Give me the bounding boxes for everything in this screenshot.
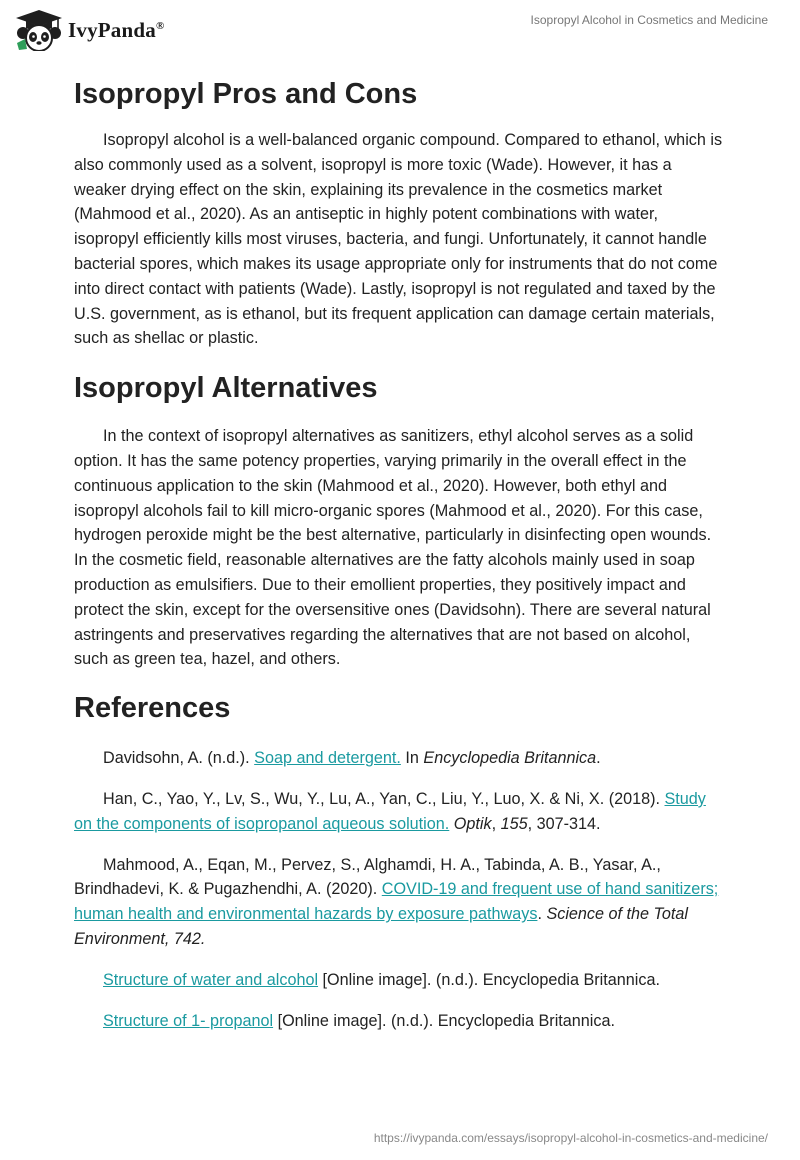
reference-item: Structure of 1- propanol [Online image]. (n.d.). Encyclopedia Britannica. bbox=[103, 1011, 615, 1030]
brand-name: IvyPanda® bbox=[68, 17, 165, 42]
reference-link[interactable]: Study on the components of isopropanol aqueous solution. bbox=[74, 789, 706, 833]
heading-pros-cons: Isopropyl Pros and Cons bbox=[74, 78, 418, 110]
footer-url: https://ivypanda.com/essays/isopropyl-alcohol-in-cosmetics-and-medicine/ bbox=[373, 1131, 768, 1145]
reference-link[interactable]: Structure of water and alcohol bbox=[103, 970, 319, 989]
paragraph-pros-cons: Isopropyl alcohol is a well-balanced organic compound. Compared to ethanol, which is also commonly used as a solvent, isopropyl is more toxic (Wade). However, it has a weaker drying effect on the skin, explaining its prevalence in the cosmetics market (Mahmood et al., 2020). As an antiseptic in highly potent combinations with water, isopropyl efficiently kills most viruses, bacteria, and fungi. Unfortunately, it cannot handle bacterial spores, which makes its usage appropriate only for instruments that do not come into direct contact with patients (Wade). Lastly, isopropyl is not regulated and taxed by the U.S. government, as is ethanol, but its frequent application can damage certain materials, such as shellac or plastic. bbox=[74, 131, 723, 348]
reference-item: Han, C., Yao, Y., Lv, S., Wu, Y., Lu, A., Yan, C., Liu, Y., Luo, X. & Ni, X. (2018). Study on the components of isopropanol aqueous solution. Optik, 155, 307-314. bbox=[74, 789, 706, 833]
document-title: Isopropyl Alcohol in Cosmetics and Medicine bbox=[530, 13, 768, 27]
article-body bbox=[74, 70, 726, 1033]
panda-graduate-icon bbox=[14, 9, 64, 51]
reference-item: Structure of water and alcohol [Online image]. (n.d.). Encyclopedia Britannica. bbox=[103, 970, 660, 989]
reference-link[interactable]: Structure of 1- propanol bbox=[103, 1011, 274, 1030]
paragraph-alternatives: In the context of isopropyl alternatives as sanitizers, ethyl alcohol serves as a solid option. It has the same potency properties, varying primarily in the overall effect in the continuous application to the skin (Mahmood et al., 2020). However, both ethyl and isopropyl alcohols fail to kill micro-organic spores (Mahmood et al., 2020). For this case, hydrogen peroxide might be the best alternative, particularly in disinfecting open wounds. In the cosmetic field, reasonable alternatives are the fatty alcohols mainly used in soap production as emulsifiers. Due to their emollient properties, they positively impact and protect the skin, except for the oversensitive ones (Davidsohn). There are several natural astringents and preservatives regarding the alternatives that are not based on alcohol, such as green tea, hazel, and others. bbox=[74, 427, 712, 669]
page-header bbox=[0, 0, 800, 60]
heading-alternatives: Isopropyl Alternatives bbox=[74, 372, 378, 405]
reference-link[interactable]: Soap and detergent. bbox=[254, 749, 401, 768]
heading-references: References bbox=[74, 692, 231, 725]
reference-item: Mahmood, A., Eqan, M., Pervez, S., Alghamdi, H. A., Tabinda, A. B., Yasar, A., Brindhadevi, K. & Pugazhendhi, A. (2020). COVID-19 and frequent use of hand sanitizers; human health and environmental hazards by exposure pathways. Science of the Total Environment, 742. bbox=[74, 855, 719, 948]
brand-logo[interactable] bbox=[14, 9, 164, 51]
reference-link[interactable]: COVID-19 and frequent use of hand sanitizers; human health and environmental hazards by exposure pathways bbox=[74, 880, 719, 924]
reference-item: Davidsohn, A. (n.d.). Soap and detergent. In Encyclopedia Britannica. bbox=[103, 749, 601, 768]
